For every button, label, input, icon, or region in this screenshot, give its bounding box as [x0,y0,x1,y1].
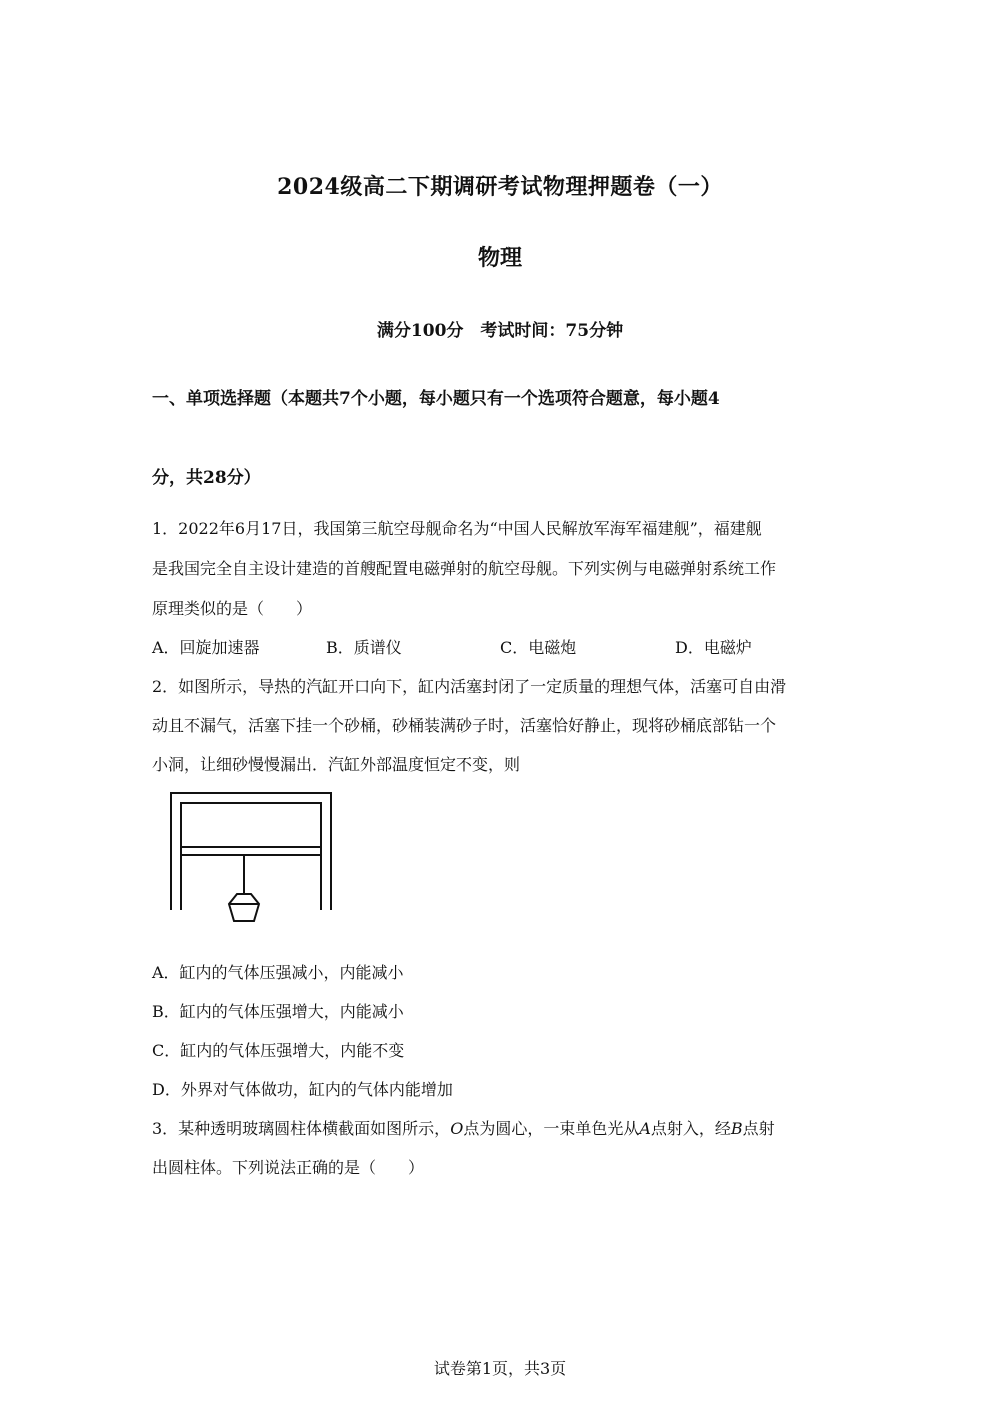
q3-symbol-o: O [450,1119,464,1138]
piston [181,847,321,855]
q3-text-c: 点射入，经 [650,1119,731,1138]
sand-bucket [229,894,259,921]
q2-option-c: C．缸内的气体压强增大，内能不变 [152,1041,405,1060]
q1-option-b: B．质谱仪 [326,638,402,657]
exam-meta: 满分100分 考试时间：75分钟 [376,321,624,341]
q3-symbol-a: A [639,1119,651,1138]
section-heading-line2: 分，共28分） [152,468,261,488]
q3-stem-line1 [152,1116,775,1139]
q1-stem-line1: 1．2022年6月17日，我国第三航空母舰命名为“中国人民解放军海军福建舰”，福建舰 [152,519,762,538]
q3-symbol-b: B [730,1119,743,1138]
q3-text-b: 点为圆心，一束单色光从 [463,1119,640,1138]
page-footer: 试卷第1页，共3页 [433,1359,567,1378]
subject-title: 物理 [477,245,522,271]
q2-stem-line3: 小洞，让细砂慢慢漏出．汽缸外部温度恒定不变，则 [152,755,521,774]
q3-text-a: 3．某种透明玻璃圆柱体横截面如图所示， [152,1119,451,1138]
q2-option-a: A．缸内的气体压强减小，内能减小 [152,963,404,982]
exam-title: 2024级高二下期调研考试物理押题卷（一） [277,174,723,200]
q3-stem-line2: 出圆柱体。下列说法正确的是（ ） [152,1158,425,1177]
q2-option-b: B．缸内的气体压强增大，内能减小 [152,1002,404,1021]
cylinder-piston-figure [166,788,336,928]
q1-option-c: C．电磁炮 [500,638,577,657]
q3-text-d: 点射 [742,1119,775,1138]
q2-stem-line1: 2．如图所示，导热的汽缸开口向下，缸内活塞封闭了一定质量的理想气体，活塞可自由滑 [152,677,787,696]
q1-option-d: D．电磁炉 [675,638,752,657]
q1-stem-line3: 原理类似的是（ ） [152,599,313,618]
section-heading-line1: 一、单项选择题（本题共7个小题，每小题只有一个选项符合题意，每小题4 [152,389,720,409]
q1-option-a: A．回旋加速器 [152,638,260,657]
q2-stem-line2: 动且不漏气，活塞下挂一个砂桶，砂桶装满砂子时，活塞恰好静止，现将砂桶底部钻一个 [152,716,777,735]
q2-option-d: D．外界对气体做功，缸内的气体内能增加 [152,1080,453,1099]
q1-stem-line2: 是我国完全自主设计建造的首艘配置电磁弹射的航空母舰。下列实例与电磁弹射系统工作 [152,559,777,578]
